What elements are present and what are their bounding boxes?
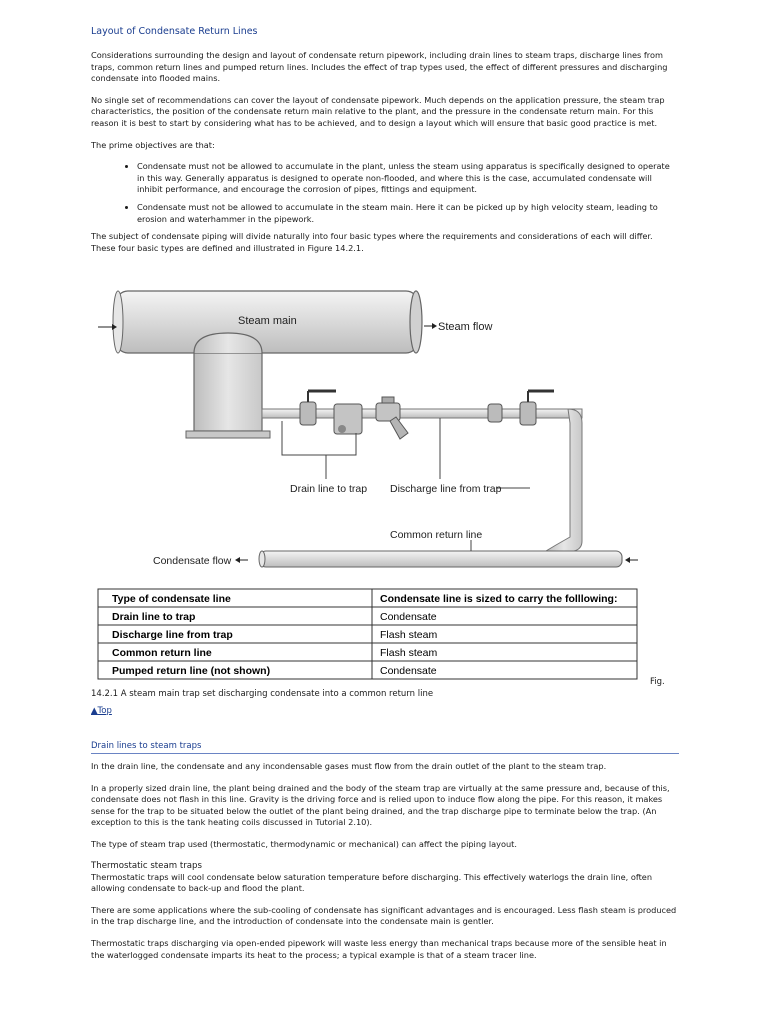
- condensate-flow-arrow-icon: [235, 557, 248, 563]
- steam-trap-diagram: [86, 283, 682, 693]
- return-inlet-arrow-icon: [625, 557, 638, 563]
- table-cell: Condensate: [380, 665, 437, 677]
- top-link[interactable]: [91, 706, 112, 716]
- common-return-label: Common return line: [390, 529, 483, 541]
- paragraph: The prime objectives are that:: [91, 139, 215, 150]
- common-return-pipe: [259, 551, 622, 567]
- paragraph: There are some applications where the sub-cooling of condensate has significant advantages and is encouraged. Less flash steam is produced in the trap discharge line, and the introduction of condensate into the condensate main is gentler.: [91, 904, 677, 927]
- isolation-valve-icon: [520, 391, 554, 425]
- paragraph: The subject of condensate piping will divide naturally into four basic types where the requirements and considerations of each will differ. These four basic types are defined and illustrated in Figure 14.2.1.: [91, 231, 653, 253]
- list-item: • Condensate must not be allowed to accumulate in the steam main. Here it can be picked up by high velocity steam, leading to erosion and waterhammer in the pipework.: [137, 202, 679, 225]
- steam-main-label: Steam main: [238, 315, 297, 327]
- article-top: [91, 26, 679, 264]
- figure-caption: 14.2.1 A steam main trap set discharging condensate into a common return line: [91, 689, 434, 699]
- up-arrow-icon: ▲: [91, 706, 98, 716]
- table-cell: Condensate: [380, 611, 437, 623]
- list-item: • Condensate must not be allowed to accumulate in the plant, unless the steam using apparatus is specifically designed to operate in this way. Generally apparatus is designed to operate non-flooded, and where this is the case, accumulated condensate will inhibit performance, and encourage the corrosion of pipes, fittings and equipment.: [137, 161, 679, 196]
- table-cell: Flash steam: [380, 647, 438, 659]
- intro-paragraph: Considerations surrounding the design and layout of condensate return pipework, including drain lines to steam traps, discharge lines from traps, common return lines and pumped return lines. Includes the effect of trap types used, the effect of different pressures and discharging condensate into flooded mains.: [91, 50, 668, 84]
- figure-label: Fig.: [650, 677, 665, 687]
- table-cell: Discharge line from trap: [112, 629, 233, 641]
- steam-flow-arrow-icon: [424, 323, 437, 329]
- drain-lines-section: [91, 741, 679, 971]
- steam-flow-label: Steam flow: [438, 321, 493, 333]
- table-cell: Pumped return line (not shown): [112, 665, 271, 677]
- table-cell: Common return line: [112, 647, 212, 659]
- subheading: Thermostatic steam traps: [91, 860, 202, 871]
- objectives-list: [91, 161, 679, 225]
- check-valve-icon: [488, 404, 502, 422]
- discharge-drop-pipe: [546, 409, 582, 551]
- table-cell: Drain line to trap: [112, 611, 196, 623]
- isolation-valve-icon: [300, 391, 336, 425]
- condensate-flow-label: Condensate flow: [153, 555, 232, 567]
- sizing-table: [98, 589, 637, 679]
- figure-14-2-1: [86, 283, 682, 693]
- drain-line-label: Drain line to trap: [290, 483, 368, 495]
- paragraph: No single set of recommendations can cover the layout of condensate pipework. Much depends on the application pressure, the steam trap characteristics, the position of the condensate return main relative to the plant, and the pressure in the condensate return main. For this reason it is best to start by considering what has to be achieved, and to design a layout which will ensure that basic good practice is met.: [91, 94, 665, 128]
- paragraph: In the drain line, the condensate and any incondensable gases must flow from the drain outlet of the plant to the steam trap.: [91, 761, 607, 771]
- paragraph: The type of steam trap used (thermostatic, thermodynamic or mechanical) can affect the piping layout.: [91, 838, 517, 849]
- table-cell: Flash steam: [380, 629, 438, 641]
- paragraph: In a properly sized drain line, the plant being drained and the body of the steam trap are virtually at the same pressure and, because of this, condensate does not flash in this line. Gravity is the driving force and is relied upon to induce flow along the pipe. For this reason, it makes sense for the trap to be situated below the outlet of the plant being drained, and the trap discharge pipe to terminate below the trap. (An exception to this is the tank heating coils discussed in Tutorial 2.10).: [91, 782, 670, 828]
- discharge-line-label: Discharge line from trap: [390, 483, 502, 495]
- steam-trap-icon: [334, 404, 362, 434]
- paragraph: Thermostatic traps will cool condensate below saturation temperature before discharging. This effectively waterlogs the drain line, often allowing condensate to back-up and flood the plant.: [91, 871, 653, 894]
- section-heading: Drain lines to steam traps: [91, 741, 679, 754]
- top-link-label[interactable]: Top: [97, 706, 112, 716]
- drop-leg: [186, 333, 270, 438]
- table-header: Type of condensate line: [112, 593, 231, 605]
- page-title: Layout of Condensate Return Lines: [91, 26, 258, 37]
- table-header: Condensate line is sized to carry the folllowing:: [380, 593, 618, 605]
- paragraph: Thermostatic traps discharging via open-ended pipework will waste less energy than mechanical traps because more of the sensible heat in the waterlogged condensate imparts its heat to the process; a typical example is that of a steam tracer line.: [91, 937, 667, 960]
